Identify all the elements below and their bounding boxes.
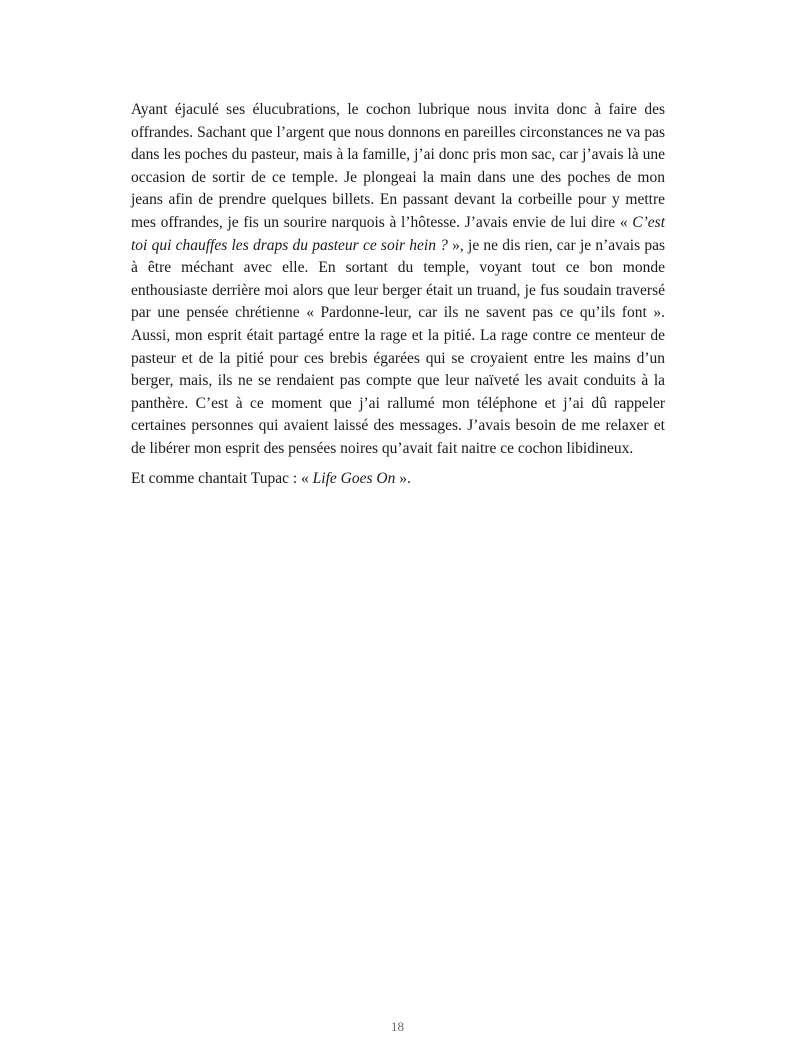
song-title: Life Goes On — [312, 469, 396, 487]
tupac-text-end: ». — [395, 469, 411, 487]
paragraph-text-start: Ayant éjaculé ses élucubrations, le cochon lubrique nous invita donc à faire des offrandes. Sachant que l’argent que nous donnons en pareilles circonstances ne va pas dans les poches du pasteur, mais à la famille, j’ai donc pris mon sac, car j’avais là une occasion de sortir de ce temple. Je plongeai la main dans une des poches de mon jeans afin de prendre quelques billets. En passant devant la corbeille pour y mettre mes offrandes, je fis un sourire narquois à l’hôtesse. J’avais envie de lui dire « — [131, 101, 665, 231]
paragraph-tupac — [131, 468, 665, 491]
paragraph-text-end: », je ne dis rien, car je n’avais pas à être méchant avec elle. En sortant du temple, voyant tout ce bon monde enthousiaste derrière moi alors que leur berger était un truand, je fus soudain traversé par une pensée chrétienne « Pardonne-leur, car ils ne savent pas ce qu’ils font ». Aussi, mon esprit était partagé entre la rage et la pitié. La rage contre ce menteur de pasteur et de la pitié pour ces brebis égarées qui se croyaient entre les mains d’un berger, mais, ils ne se rendaient pas compte que leur naïveté les avait conduits à la panthère. C’est à ce moment que j’ai rallumé mon téléphone et j’ai dû rappeler certaines personnes qui avaient laissé des messages. J’avais besoin de me relaxer et de libérer mon esprit des pensées noires qu’avait fait naitre ce cochon libidineux. — [131, 236, 666, 457]
page-number: 18 — [391, 1019, 404, 1034]
body-text — [131, 99, 665, 490]
tupac-text-start: Et comme chantait Tupac : « — [131, 469, 313, 487]
italic-quote: C’est toi qui chauffes les draps du pasteur ce soir hein ? — [131, 213, 665, 254]
paragraph-offrandes — [131, 99, 665, 461]
